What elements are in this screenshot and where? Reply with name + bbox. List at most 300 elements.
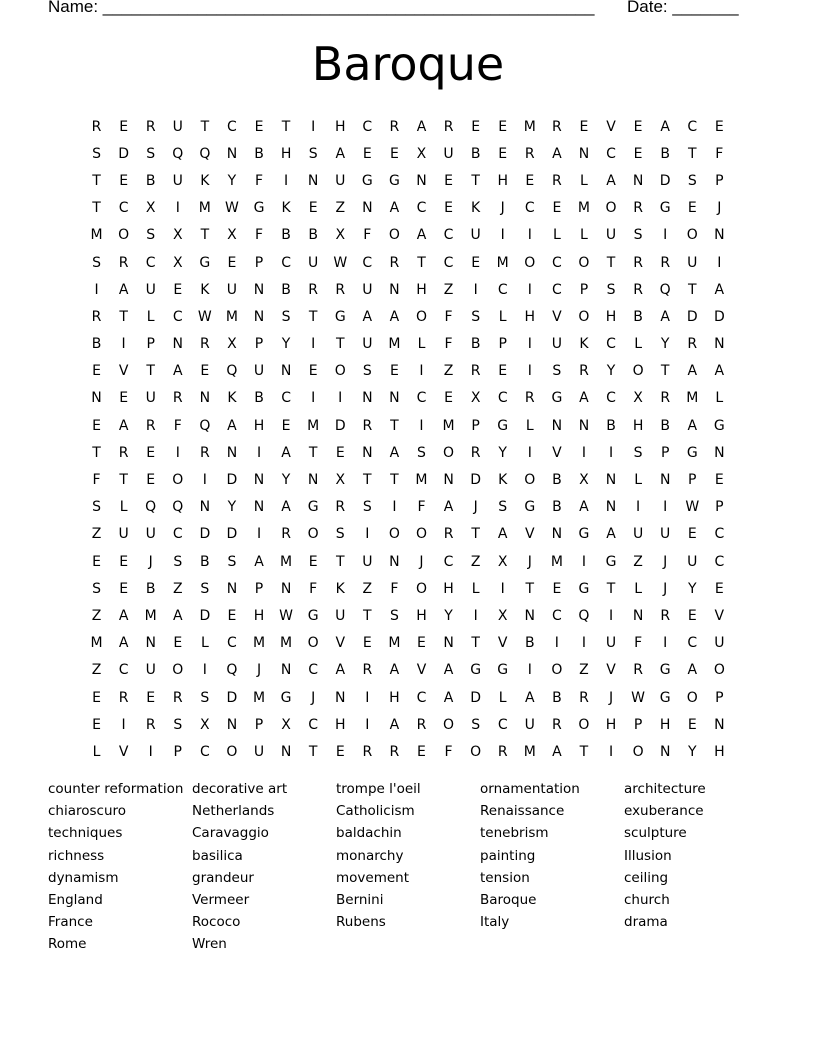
grid-letter: N — [659, 472, 671, 489]
grid-letter: M — [442, 417, 455, 434]
grid-letter: T — [146, 363, 155, 380]
grid-letter: I — [608, 743, 614, 760]
grid-letter: Y — [444, 607, 453, 624]
grid-letter: I — [663, 499, 668, 516]
grid-letter: E — [362, 635, 372, 652]
grid-letter: S — [362, 363, 372, 380]
grid-letter: E — [362, 145, 372, 162]
word-list-item: ornamentation — [480, 781, 580, 797]
grid-letter: U — [714, 635, 725, 652]
grid-letter: A — [172, 363, 183, 380]
grid-letter: N — [253, 281, 265, 298]
grid-letter: I — [527, 662, 532, 679]
grid-letter: A — [497, 526, 508, 543]
grid-letter: P — [173, 743, 182, 760]
grid-letter: I — [581, 444, 587, 461]
grid-letter: T — [363, 472, 372, 489]
grid-letter: U — [145, 662, 156, 679]
grid-letter: N — [91, 390, 102, 407]
grid-letter: R — [687, 336, 698, 353]
grid-letter: T — [606, 254, 616, 271]
grid-letter: R — [552, 716, 562, 733]
grid-letter: S — [308, 145, 318, 162]
grid-letter: X — [227, 336, 237, 353]
grid-letter: G — [497, 662, 509, 679]
word-list-item: Wren — [192, 936, 227, 953]
grid-letter: V — [335, 635, 346, 652]
name-field-label[interactable]: Name: ____________________________________________________ — [48, 0, 595, 16]
grid-letter: A — [714, 363, 725, 380]
grid-letter: R — [416, 716, 427, 733]
grid-letter: B — [470, 145, 481, 162]
grid-letter: N — [145, 635, 156, 652]
grid-letter: L — [471, 580, 480, 597]
grid-letter: U — [362, 281, 373, 298]
grid-letter: O — [388, 526, 400, 543]
word-list-item: Catholicism — [336, 803, 415, 820]
grid-letter: P — [688, 472, 697, 489]
grid-letter: C — [118, 662, 129, 679]
grid-letter: Z — [91, 607, 102, 624]
grid-letter: Z — [91, 662, 102, 679]
grid-row — [83, 630, 733, 657]
grid-letter: J — [608, 689, 614, 706]
grid-letter: R — [443, 118, 454, 135]
grid-letter: C — [416, 689, 427, 706]
grid-letter: A — [660, 308, 670, 325]
grid-letter: I — [527, 227, 532, 244]
grid-letter: U — [145, 281, 156, 298]
grid-letter: S — [146, 145, 156, 162]
word-list-item: Netherlands — [192, 803, 275, 820]
grid-letter: I — [202, 472, 207, 489]
grid-letter: I — [527, 281, 532, 298]
grid-letter: X — [281, 716, 291, 733]
grid-letter: X — [579, 472, 589, 489]
grid-letter: F — [309, 580, 318, 597]
grid-letter: G — [470, 662, 482, 679]
grid-letter: C — [416, 390, 427, 407]
grid-letter: M — [280, 553, 293, 570]
grid-letter: A — [389, 308, 400, 325]
grid-letter: H — [334, 118, 346, 135]
grid-letter: E — [552, 580, 562, 597]
grid-letter: K — [471, 200, 481, 217]
grid-letter: E — [119, 172, 129, 189]
grid-letter: K — [227, 390, 237, 407]
grid-letter: N — [714, 444, 725, 461]
grid-letter: O — [415, 580, 427, 597]
grid-letter: I — [365, 689, 370, 706]
grid-letter: C — [199, 743, 210, 760]
grid-letter: A — [606, 172, 616, 189]
grid-letter: A — [606, 526, 616, 543]
grid-letter: N — [226, 580, 238, 597]
grid-letter: R — [497, 743, 508, 760]
grid-letter: H — [253, 417, 265, 434]
grid-letter: Y — [687, 743, 697, 760]
grid-letter: M — [252, 635, 266, 652]
grid-letter: Q — [659, 281, 671, 298]
grid-letter: T — [200, 227, 210, 244]
grid-letter: I — [365, 716, 370, 733]
grid-letter: S — [362, 499, 372, 516]
grid-letter: R — [579, 363, 589, 380]
grid-letter: I — [175, 444, 180, 461]
grid-letter: Z — [579, 662, 589, 679]
grid-letter: E — [633, 118, 643, 135]
grid-letter: P — [254, 336, 264, 353]
grid-letter: E — [579, 118, 589, 135]
word-list-item: Baroque — [480, 891, 537, 908]
grid-letter: T — [335, 553, 345, 570]
grid-letter: I — [473, 281, 478, 298]
grid-letter: R — [281, 526, 291, 543]
grid-letter: O — [686, 227, 698, 244]
grid-letter: O — [118, 227, 130, 244]
grid-letter: M — [252, 689, 266, 706]
grid-letter: B — [281, 281, 291, 298]
grid-letter: E — [92, 553, 101, 570]
grid-letter: I — [663, 227, 668, 244]
grid-letter: C — [606, 145, 616, 162]
grid-letter: S — [200, 689, 210, 706]
grid-letter: P — [715, 172, 724, 189]
word-list-item: grandeur — [192, 869, 254, 886]
grid-letter: O — [307, 635, 319, 652]
grid-letter: T — [606, 580, 616, 597]
grid-letter: R — [633, 281, 643, 298]
grid-letter: C — [497, 390, 508, 407]
grid-letter: A — [552, 743, 562, 760]
grid-letter: E — [714, 118, 724, 135]
grid-letter: Z — [362, 580, 373, 597]
grid-letter: E — [200, 363, 210, 380]
grid-letter: X — [145, 200, 156, 217]
grid-letter: A — [118, 281, 129, 298]
grid-letter: X — [416, 145, 427, 162]
grid-letter: N — [443, 472, 454, 489]
grid-letter: I — [148, 743, 153, 760]
grid-letter: S — [92, 254, 101, 271]
grid-letter: C — [714, 526, 725, 543]
grid-letter: S — [281, 308, 291, 325]
grid-letter: I — [175, 200, 180, 217]
grid-letter: E — [281, 417, 291, 434]
grid-letter: C — [606, 390, 616, 407]
grid-letter: F — [634, 635, 643, 652]
grid-letter: E — [119, 390, 129, 407]
word-list-item: dynamism — [48, 869, 119, 886]
grid-row — [83, 113, 733, 140]
grid-letter: P — [660, 444, 670, 461]
grid-letter: K — [200, 172, 210, 189]
grid-letter: A — [281, 444, 291, 461]
grid-letter: R — [118, 444, 129, 461]
grid-letter: R — [443, 526, 454, 543]
grid-letter: W — [225, 200, 239, 217]
word-list-item: techniques — [48, 825, 123, 842]
grid-letter: G — [659, 662, 671, 679]
grid-letter: R — [118, 689, 129, 706]
word-list-item: painting — [480, 847, 536, 864]
grid-letter: N — [443, 635, 454, 652]
grid-letter: O — [388, 227, 400, 244]
grid-letter: R — [552, 118, 562, 135]
grid-letter: U — [687, 254, 698, 271]
grid-row — [83, 738, 733, 765]
grid-letter: A — [443, 499, 454, 516]
grid-letter: I — [527, 444, 532, 461]
grid-letter: H — [416, 281, 427, 298]
grid-letter: E — [119, 553, 129, 570]
grid-letter: A — [443, 662, 454, 679]
grid-letter: R — [145, 417, 156, 434]
grid-letter: X — [497, 607, 508, 624]
word-list-item: ceiling — [624, 869, 669, 886]
grid-letter: I — [581, 635, 587, 652]
grid-letter: T — [687, 281, 697, 298]
grid-letter: A — [281, 499, 291, 516]
grid-letter: O — [172, 472, 184, 489]
grid-letter: G — [253, 200, 265, 217]
word-list-item: baldachin — [336, 825, 402, 842]
grid-letter: W — [197, 308, 212, 325]
grid-row — [83, 466, 733, 493]
word-list-item: Rococo — [192, 914, 241, 931]
grid-letter: S — [200, 580, 210, 597]
grid-letter: X — [335, 227, 346, 244]
grid-letter: N — [226, 444, 238, 461]
grid-letter: T — [525, 580, 535, 597]
grid-letter: V — [714, 607, 725, 624]
grid-letter: J — [256, 662, 262, 679]
grid-row — [83, 412, 733, 439]
grid-row — [83, 167, 733, 194]
word-list-item: Caravaggio — [192, 825, 269, 842]
grid-letter: W — [333, 254, 348, 271]
grid-row — [83, 711, 733, 738]
grid-letter: S — [92, 145, 101, 162]
word-list-item: counter reformation — [48, 781, 184, 797]
grid-letter: I — [581, 553, 587, 570]
grid-letter: N — [659, 743, 671, 760]
grid-letter: J — [717, 200, 722, 217]
grid-letter: C — [281, 254, 291, 271]
grid-letter: G — [659, 200, 671, 217]
grid-letter: E — [308, 553, 318, 570]
grid-letter: K — [579, 336, 589, 353]
grid-letter: N — [335, 689, 346, 706]
grid-letter: B — [552, 499, 562, 516]
grid-letter: Q — [199, 145, 211, 162]
grid-letter: Y — [660, 336, 670, 353]
grid-letter: P — [146, 336, 155, 353]
grid-letter: A — [118, 607, 129, 624]
grid-letter: N — [714, 336, 725, 353]
grid-letter: O — [470, 743, 482, 760]
grid-letter: E — [471, 254, 481, 271]
grid-letter: B — [552, 472, 562, 489]
grid-letter: H — [416, 607, 427, 624]
grid-letter: E — [335, 743, 345, 760]
grid-letter: D — [334, 417, 346, 434]
grid-letter: D — [226, 526, 238, 543]
grid-letter: N — [362, 444, 373, 461]
grid-letter: K — [498, 472, 508, 489]
grid-letter: T — [119, 472, 128, 489]
grid-letter: R — [524, 390, 535, 407]
word-list-item: chiaroscuro — [48, 803, 127, 820]
grid-letter: V — [525, 526, 535, 543]
grid-letter: I — [419, 363, 424, 380]
grid-letter: N — [226, 145, 238, 162]
grid-letter: U — [308, 254, 319, 271]
grid-letter: T — [92, 200, 101, 217]
grid-letter: A — [443, 689, 454, 706]
grid-letter: U — [226, 281, 238, 298]
grid-letter: C — [362, 254, 373, 271]
grid-letter: D — [226, 472, 238, 489]
grid-letter: I — [284, 172, 289, 189]
grid-letter: B — [281, 227, 291, 244]
grid-letter: O — [605, 200, 617, 217]
grid-letter: N — [551, 526, 563, 543]
grid-letter: N — [253, 499, 265, 516]
grid-letter: Z — [470, 553, 481, 570]
grid-letter: O — [415, 308, 427, 325]
grid-letter: C — [227, 635, 237, 652]
grid-letter: T — [471, 526, 480, 543]
grid-letter: G — [524, 499, 536, 516]
grid-letter: R — [660, 607, 671, 624]
grid-letter: A — [389, 200, 400, 217]
grid-letter: Q — [578, 607, 590, 624]
grid-letter: X — [633, 390, 643, 407]
grid-letter: U — [172, 172, 183, 189]
grid-letter: L — [146, 308, 155, 325]
grid-letter: B — [254, 390, 264, 407]
grid-letter: M — [198, 200, 211, 217]
grid-letter: F — [254, 227, 264, 244]
grid-letter: A — [660, 118, 670, 135]
grid-letter: H — [714, 743, 725, 760]
grid-letter: J — [500, 200, 505, 217]
grid-letter: Y — [227, 172, 237, 189]
grid-letter: J — [663, 580, 668, 597]
grid-letter: D — [199, 526, 211, 543]
date-field-label[interactable]: Date: _______ — [627, 0, 739, 16]
grid-letter: O — [307, 526, 319, 543]
grid-letter: N — [307, 472, 319, 489]
grid-letter: D — [199, 607, 211, 624]
grid-letter: A — [227, 417, 237, 434]
grid-letter: Z — [633, 553, 643, 570]
grid-letter: C — [118, 200, 129, 217]
grid-letter: R — [660, 254, 671, 271]
grid-letter: U — [632, 526, 644, 543]
grid-letter: Y — [687, 580, 697, 597]
grid-letter: J — [419, 553, 424, 570]
grid-letter: Z — [443, 363, 454, 380]
grid-letter: T — [471, 635, 480, 652]
grid-letter: E — [498, 363, 508, 380]
grid-letter: R — [362, 743, 373, 760]
grid-letter: G — [605, 553, 617, 570]
grid-letter: R — [389, 254, 400, 271]
grid-letter: T — [200, 118, 210, 135]
grid-letter: E — [146, 444, 156, 461]
grid-letter: O — [172, 662, 184, 679]
grid-letter: V — [606, 118, 616, 135]
grid-letter: O — [443, 444, 455, 461]
grid-letter: T — [390, 417, 399, 434]
grid-letter: M — [144, 607, 157, 624]
grid-letter: R — [470, 363, 481, 380]
grid-row — [83, 303, 733, 330]
grid-letter: C — [443, 553, 454, 570]
grid-letter: C — [308, 662, 319, 679]
grid-letter: F — [444, 743, 453, 760]
grid-letter: T — [308, 743, 318, 760]
grid-letter: I — [202, 662, 207, 679]
grid-letter: I — [392, 499, 397, 516]
grid-letter: G — [361, 172, 373, 189]
grid-letter: J — [473, 499, 478, 516]
grid-letter: E — [552, 200, 562, 217]
grid-letter: N — [714, 716, 725, 733]
grid-letter: N — [253, 472, 265, 489]
grid-row — [83, 602, 733, 629]
grid-letter: L — [119, 499, 128, 516]
grid-letter: A — [362, 308, 373, 325]
grid-letter: O — [713, 662, 725, 679]
grid-letter: E — [254, 118, 264, 135]
grid-letter: D — [659, 172, 671, 189]
grid-letter: I — [94, 281, 99, 298]
grid-letter: H — [605, 308, 617, 325]
grid-letter: C — [551, 607, 562, 624]
grid-row — [83, 439, 733, 466]
grid-letter: E — [444, 172, 453, 189]
grid-letter: I — [636, 499, 641, 516]
grid-letter: P — [633, 716, 643, 733]
grid-letter: H — [605, 716, 617, 733]
grid-letter: T — [579, 743, 589, 760]
grid-letter: L — [92, 743, 101, 760]
grid-letter: A — [254, 553, 264, 570]
grid-letter: E — [146, 472, 156, 489]
grid-letter: S — [687, 172, 697, 189]
grid-letter: R — [199, 336, 210, 353]
word-list-item: Rubens — [336, 914, 386, 931]
grid-letter: F — [173, 417, 182, 434]
grid-letter: Q — [172, 499, 184, 516]
grid-letter: P — [471, 417, 480, 434]
word-list-item: Rome — [48, 936, 87, 953]
grid-letter: T — [281, 118, 291, 135]
grid-letter: R — [362, 662, 373, 679]
grid-letter: B — [633, 308, 643, 325]
grid-letter: U — [524, 716, 535, 733]
grid-letter: E — [444, 200, 453, 217]
grid-letter: Z — [91, 526, 102, 543]
grid-letter: Y — [281, 336, 291, 353]
grid-letter: R — [633, 254, 643, 271]
grid-letter: P — [254, 254, 264, 271]
grid-letter: A — [687, 417, 698, 434]
grid-letter: R — [633, 662, 643, 679]
